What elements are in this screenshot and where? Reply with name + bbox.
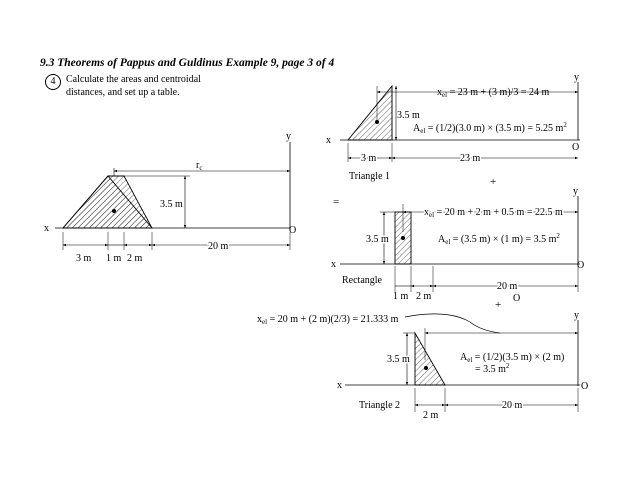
triangle2-area: $A_{el} = (1/2)(3.5$ m) × (2 m): [460, 352, 565, 364]
t1-y-label: y: [574, 72, 579, 83]
main-centroid-dot: [112, 209, 116, 213]
t2-x-label: x: [337, 380, 342, 391]
triangle2-caption: Triangle 2: [359, 400, 401, 411]
triangle2-height: 3.5 m: [387, 354, 410, 365]
rect-y-label: y: [573, 186, 578, 197]
step-instruction-line-2: distances, and set up a table.: [66, 87, 180, 98]
triangle1-dim-23m: 23 m: [460, 153, 481, 164]
rectangle-area: $A_{el} = (3.5$ m) × (1 m) = 3.5 $m^2$: [438, 232, 560, 246]
main-dim-20m: 20 m: [208, 241, 229, 252]
plus-sign-1: +: [490, 176, 497, 188]
step-instruction-line-1: Calculate the areas and centroidal: [66, 74, 201, 85]
t1-origin-label: O: [572, 142, 580, 153]
t1-x-label: x: [326, 135, 331, 146]
triangle1-height: 3.5 m: [397, 110, 420, 121]
rectangle-dim-20m: 20 m: [497, 281, 518, 292]
t2-y-label: y: [574, 310, 579, 321]
rectangle-dim-1m: 1 m: [393, 291, 409, 302]
rectangle-height: 3.5 m: [366, 234, 389, 245]
triangle1-figure: [326, 72, 580, 182]
triangle2-xel: $x_{el} = 20$ m + (2 m)(2/3) = 21.333 m: [257, 314, 399, 326]
rectangle-origin-below: O: [513, 293, 521, 304]
triangle1-area: $A_{el} = (1/2)(3.0$ m) × (3.5 m) = 5.25 $m^2$: [413, 121, 567, 135]
rect-origin-label: O: [577, 260, 585, 271]
page-title: 9.3 Theorems of Pappus and Guldinus Example 9, page 3 of 4: [40, 57, 335, 69]
triangle2-area-line2: = 3.5 $m^2$: [475, 362, 510, 375]
triangle2-shape: [415, 333, 445, 385]
rectangle-caption: Rectangle: [342, 275, 382, 286]
main-dim-3m: 3 m: [76, 253, 92, 264]
triangle2-dim-20m: 20 m: [502, 400, 523, 411]
triangle2-dim-2m: 2 m: [423, 410, 439, 421]
step-number-badge: 4: [45, 74, 61, 90]
plus-sign-2: +: [495, 299, 502, 311]
rectangle-xel: $x_{el} = 20$ m + 2 m + 0.5 m = 22.5 m: [424, 207, 563, 219]
triangle1-dim-3m: 3 m: [361, 153, 377, 164]
triangle2-xel-leader: [405, 314, 500, 333]
main-figure: [44, 131, 296, 264]
main-y-axis-label: y: [286, 131, 291, 142]
rectangle-dim-2m: 2 m: [416, 291, 432, 302]
main-height-label: 3.5 m: [160, 199, 183, 210]
main-dim-2m: 2 m: [127, 253, 143, 264]
triangle2-centroid-dot: [424, 366, 428, 370]
main-x-axis-label: x: [44, 223, 49, 234]
triangle1-shape: [348, 86, 392, 140]
rectangle-centroid-dot: [401, 236, 405, 240]
main-origin-label: O: [289, 225, 297, 236]
main-dim-1m: 1 m: [106, 253, 122, 264]
rectangle-figure: [331, 186, 584, 304]
triangle1-xel: $x_{el} = 23$ m + (3 m)/3 = 24 m: [437, 87, 550, 99]
triangle1-caption: Triangle 1: [349, 171, 391, 182]
triangle1-centroid-dot: [375, 120, 379, 124]
rc-label: $r_c$: [196, 160, 203, 172]
triangle2-figure: [257, 310, 588, 421]
equals-sign: =: [333, 196, 340, 208]
rect-x-label: x: [331, 259, 336, 270]
t2-origin-label: O: [581, 381, 589, 392]
